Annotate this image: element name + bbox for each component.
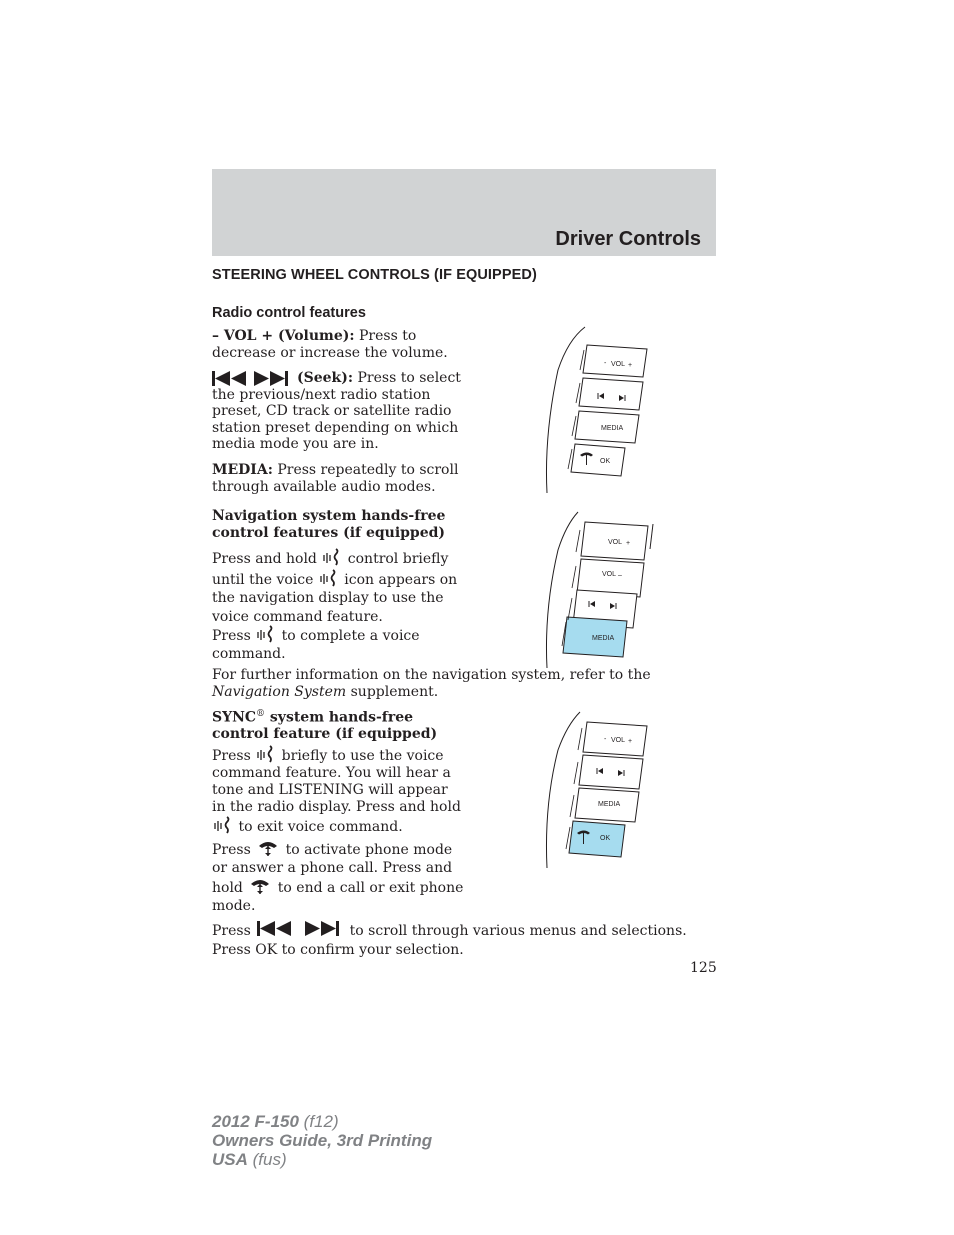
fig3-ok-label: OK <box>600 835 611 842</box>
sync-heading: SYNC® system hands-free control feature (if equipped) <box>212 709 438 743</box>
voice-icon <box>255 625 277 643</box>
fig2-vol-up-label: VOL <box>608 539 623 546</box>
sync-paragraph-1: Press briefly to use the voice command feature. You will hear a tone and LISTENING will appear in the radio display. Press and hold to exit voice command. <box>212 745 462 836</box>
fig2-plus: + <box>626 540 631 547</box>
vol-label: – VOL + (Volume): <box>212 328 355 344</box>
fig2-media-label: MEDIA <box>592 635 615 642</box>
fig2-minus: – <box>618 572 622 579</box>
fig2-vol-down-label: VOL <box>602 571 617 578</box>
nav-heading-line2: control features (if equipped) <box>212 524 446 541</box>
seek-text: Press to select the previous/next radio station preset, CD track or satellite radio station preset depending on which media mode you are in. <box>212 370 461 453</box>
radio-heading: Radio control features <box>212 305 366 321</box>
sync-paragraph-3: Press to scroll through various menus and selections. Press OK to confirm your selection. <box>212 920 716 960</box>
voice-icon <box>321 548 343 566</box>
seek-label: (Seek): <box>297 370 354 386</box>
page-title: STEERING WHEEL CONTROLS (IF EQUIPPED) <box>212 267 537 283</box>
section-header-band <box>212 169 716 256</box>
sync-paragraph-2: Press to activate phone mode or answer a phone call. Press and hold to end a call or exit phone mode. <box>212 839 467 915</box>
fig1-vol-label: VOL <box>611 361 626 368</box>
voice-icon <box>212 816 234 834</box>
voice-icon <box>255 745 277 763</box>
nav-system-reference: Navigation System <box>212 683 347 700</box>
fig1-minus: - <box>604 360 607 367</box>
fig3-plus: + <box>628 738 633 745</box>
seek-icon <box>255 920 345 937</box>
document-footer: 2012 F-150 (f12) Owners Guide, 3rd Printing USA (fus) <box>212 1112 433 1169</box>
fig1-plus: + <box>628 362 633 369</box>
page-number: 125 <box>690 960 717 976</box>
media-paragraph <box>212 462 470 495</box>
media-label: MEDIA: <box>212 462 273 478</box>
seek-icon <box>212 370 290 387</box>
fig3-media-label: MEDIA <box>598 801 621 808</box>
steering-controls-figure-navigation <box>540 510 660 670</box>
vol-paragraph <box>212 328 462 361</box>
section-title: Driver Controls <box>555 228 701 250</box>
fig3-minus: - <box>604 736 607 743</box>
phone-icon <box>255 839 281 857</box>
vol-text: Press to decrease or increase the volume. <box>212 328 448 361</box>
media-text: Press repeatedly to scroll through available audio modes. <box>212 462 459 495</box>
nav-paragraph-3-text: For further information on the navigation system, refer to the Navigation System supplement. <box>212 667 651 700</box>
fig1-media-label: MEDIA <box>601 425 624 432</box>
phone-icon <box>247 877 273 895</box>
steering-controls-figure-sync <box>540 710 660 870</box>
voice-icon <box>318 569 340 587</box>
fig1-ok-label: OK <box>600 458 611 465</box>
steering-controls-figure-radio <box>540 325 660 495</box>
nav-paragraph-2: Press to complete a voice command. <box>212 625 442 663</box>
fig3-vol-label: VOL <box>611 737 626 744</box>
nav-heading-line1: Navigation system hands-free <box>212 508 446 524</box>
nav-heading <box>212 508 492 541</box>
nav-paragraph-1: Press and hold control briefly until the voice icon appears on the navigation display to use the voice command feature. <box>212 548 462 626</box>
